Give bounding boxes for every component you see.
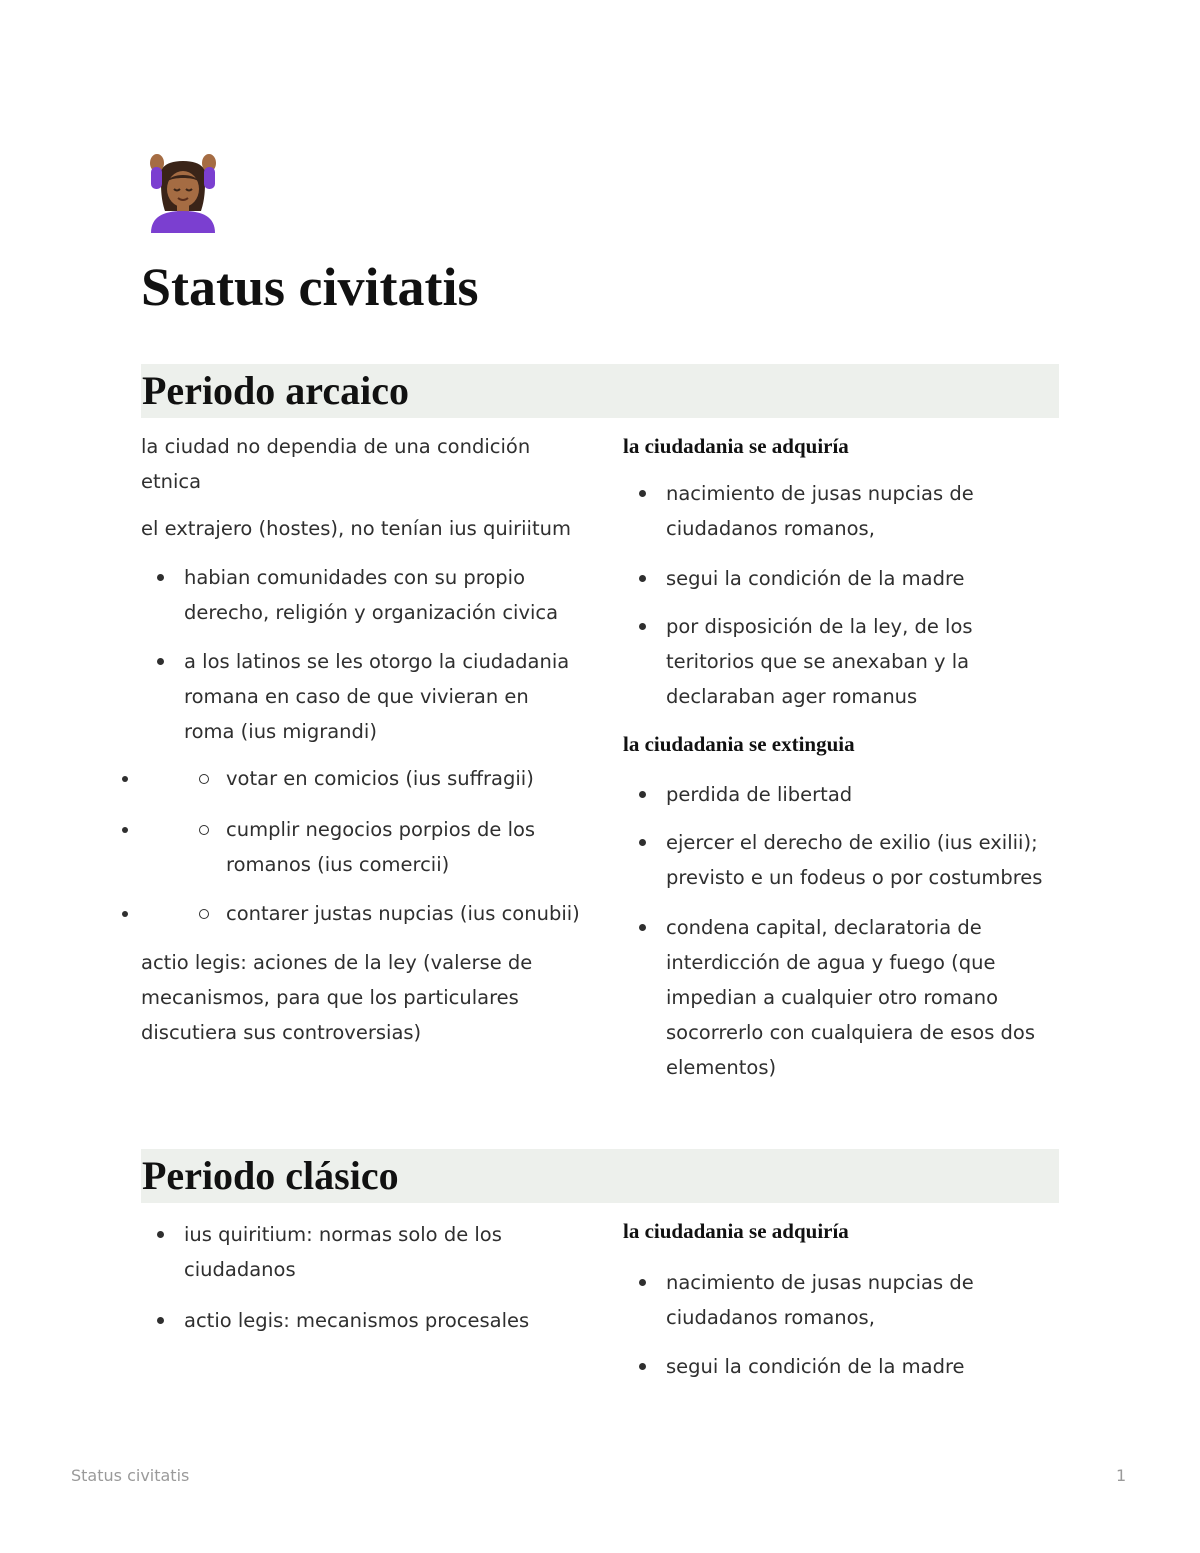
subheading: la ciudadania se adquiría (623, 1219, 849, 1243)
subheading: la ciudadania se extinguia (623, 732, 855, 756)
list-item: perdida de libertad (623, 777, 1063, 812)
list-item: • cumplir negocios porpios de los romanos (ius comercii) (141, 812, 581, 882)
list-item: segui la condición de la madre (623, 1349, 1063, 1384)
list-item: nacimiento de jusas nupcias de ciudadanos romanos, (623, 476, 1063, 546)
paragraph: el extrajero (hostes), no tenían ius quiriitum (141, 517, 571, 540)
clasico-left-column (141, 1217, 581, 1338)
subheading: la ciudadania se adquiría (623, 434, 849, 458)
list-item: a los latinos se les otorgo la ciudadania romana en caso de que vivieran en roma (ius migrandi) (141, 644, 581, 749)
list-item: habian comunidades con su propio derecho, religión y organización civica (141, 560, 581, 630)
bullet-list (623, 777, 1063, 1085)
sub-bullet-list (141, 761, 581, 931)
list-item: nacimiento de jusas nupcias de ciudadanos romanos, (623, 1265, 1063, 1335)
list-item: condena capital, declaratoria de interdicción de agua y fuego (que impedian a cualquier otro romano socorrerlo con cualquiera de esos dos elementos) (623, 910, 1063, 1085)
list-item: por disposición de la ley, de los teritorios que se anexaban y la declaraban ager romanus (623, 609, 1063, 714)
paragraph: la ciudad no dependia de una condición etnica (141, 435, 531, 493)
page-title: Status civitatis (141, 257, 479, 317)
bullet-list (141, 560, 581, 749)
person-massage-icon (143, 153, 223, 233)
list-item: ius quiritium: normas solo de los ciudadanos (141, 1217, 581, 1287)
bullet-list (623, 1265, 1063, 1384)
paragraph: actio legis: aciones de la ley (valerse de mecanismos, para que los particulares discutiera sus controversias) (141, 951, 533, 1044)
arcaico-right-column (623, 429, 1063, 1085)
list-item: ejercer el derecho de exilio (ius exilii); previsto e un fodeus o por costumbres (623, 825, 1063, 895)
bullet-list (141, 1217, 581, 1338)
list-item: • votar en comicios (ius suffragii) (141, 761, 581, 796)
footer-title: Status civitatis (71, 1466, 190, 1485)
section-heading-clasico: Periodo clásico (141, 1149, 1059, 1203)
list-item: segui la condición de la madre (623, 561, 1063, 596)
section-heading-arcaico: Periodo arcaico (141, 364, 1059, 418)
page-number: 1 (1116, 1466, 1127, 1485)
arcaico-left-column (141, 429, 581, 1050)
list-item: actio legis: mecanismos procesales (141, 1303, 581, 1338)
bullet-list (623, 476, 1063, 714)
clasico-right-column (623, 1214, 1063, 1384)
list-item: • contarer justas nupcias (ius conubii) (141, 896, 581, 931)
